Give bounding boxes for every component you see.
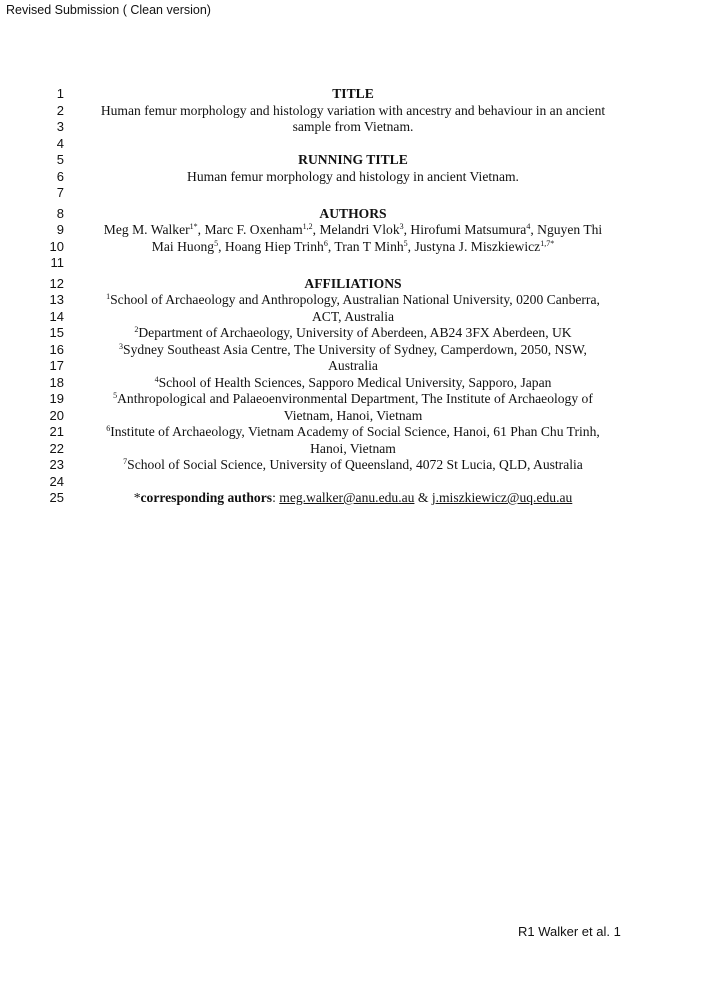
- author-affiliation-marker: 1,7*: [540, 238, 555, 248]
- title-page-body: [0, 86, 707, 507]
- corresponding-label: corresponding authors: [140, 490, 273, 505]
- corresponding-colon: :: [272, 490, 280, 505]
- author-name: Mai Huong: [151, 238, 215, 254]
- line-number: 20: [49, 407, 64, 423]
- author-separator: ,: [197, 222, 205, 237]
- email-link-miszkiewicz[interactable]: j.miszkiewicz@uq.edu.au: [431, 490, 573, 505]
- line-number: 16: [49, 341, 64, 357]
- affiliation-marker: 5: [113, 391, 118, 400]
- author-affiliation-marker: 1,2: [302, 222, 313, 231]
- line: [0, 408, 707, 425]
- line-number: 9: [56, 222, 64, 237]
- line-number: 23: [49, 457, 64, 472]
- affiliation-2: [82, 325, 624, 342]
- line: [0, 119, 707, 136]
- document-header: Revised Submission ( Clean version): [6, 3, 211, 17]
- affiliation-3: [82, 342, 624, 359]
- line: [0, 169, 707, 186]
- affiliation-text: Sydney Southeast Asia Centre, The University of Sydney, Camperdown, 2050, NSW,: [123, 341, 587, 357]
- line-number: 2: [56, 102, 64, 118]
- affiliation-7: [82, 457, 624, 474]
- line-number: 7: [56, 185, 64, 200]
- author-separator: ,: [312, 222, 320, 237]
- title-text-line-1: Human femur morphology and histology variation with ancestry and behaviour in an ancient: [100, 102, 606, 118]
- line: [0, 325, 707, 342]
- line-number: 5: [56, 152, 64, 167]
- author-name: Marc F. Oxenham: [204, 222, 303, 237]
- line-number: 8: [56, 205, 64, 221]
- authors-line-2: [82, 239, 624, 256]
- affiliation-text: Department of Archaeology, University of Aberdeen, AB24 3FX Aberdeen, UK: [138, 325, 572, 340]
- author-separator: ,: [530, 222, 538, 237]
- line-number: 18: [49, 374, 64, 390]
- title-text-line-2: sample from Vietnam.: [292, 119, 414, 134]
- page-footer: R1 Walker et al. 1: [518, 924, 621, 939]
- affiliation-marker: 7: [123, 457, 128, 466]
- affiliation-text: Institute of Archaeology, Vietnam Academy of Social Science, Hanoi, 61 Phan Chu Trinh,: [110, 424, 600, 439]
- line-number: 24: [49, 473, 64, 489]
- affiliation-3-cont: Australia: [328, 358, 378, 373]
- author-separator: ,: [327, 238, 335, 254]
- line-number: 6: [56, 168, 64, 184]
- line-number: 22: [49, 440, 64, 456]
- authors-line-1: [82, 222, 624, 239]
- line: [0, 457, 707, 474]
- line: [0, 309, 707, 326]
- line: [0, 152, 707, 169]
- author-name: Nguyen Thi: [537, 222, 603, 237]
- affiliation-marker: 4: [154, 374, 159, 384]
- line-number: 14: [49, 308, 64, 324]
- line: [0, 255, 707, 272]
- title-heading: TITLE: [332, 86, 374, 101]
- author-name: Melandri Vlok: [319, 222, 400, 237]
- email-separator: &: [414, 490, 432, 505]
- line: [0, 222, 707, 239]
- line-number: 3: [56, 119, 64, 134]
- author-affiliation-marker: 6: [323, 238, 328, 248]
- running-title-text: Human femur morphology and histology in ancient Vietnam.: [187, 168, 519, 184]
- line: [0, 292, 707, 309]
- line: [0, 474, 707, 491]
- author-affiliation-marker: 5: [214, 238, 219, 248]
- line: [0, 239, 707, 256]
- line-number: 1: [56, 86, 64, 101]
- author-affiliation-marker: 5: [403, 238, 408, 248]
- email-link-walker[interactable]: meg.walker@anu.edu.au: [279, 490, 415, 505]
- line: [0, 391, 707, 408]
- author-separator: ,: [218, 238, 225, 254]
- affiliation-1: [82, 292, 624, 309]
- affiliation-1-cont: ACT, Australia: [311, 308, 395, 324]
- line: [0, 358, 707, 375]
- line: [0, 103, 707, 120]
- line: [0, 490, 707, 507]
- affiliation-marker: 2: [134, 325, 139, 334]
- line: [0, 136, 707, 153]
- author-affiliation-marker: 1*: [189, 222, 198, 231]
- affiliation-text: School of Health Sciences, Sapporo Medical University, Sapporo, Japan: [158, 374, 552, 390]
- affiliation-marker: 1: [106, 292, 111, 301]
- affiliation-4: [82, 375, 624, 392]
- author-name: Meg M. Walker: [103, 222, 190, 237]
- author-name: Justyna J. Miszkiewicz: [414, 238, 541, 254]
- line: [0, 185, 707, 202]
- affiliation-5-cont: Vietnam, Hanoi, Vietnam: [283, 407, 423, 423]
- author-affiliation-marker: 4: [526, 222, 531, 231]
- author-affiliation-marker: 3: [399, 222, 404, 231]
- author-separator: ,: [407, 238, 415, 254]
- line: [0, 424, 707, 441]
- line-number: 10: [49, 238, 64, 254]
- corresponding-prefix: *: [133, 490, 141, 505]
- line: [0, 86, 707, 103]
- line-number: 19: [49, 391, 64, 406]
- line: [0, 375, 707, 392]
- line-number: 11: [50, 255, 64, 270]
- corresponding-authors: [82, 490, 624, 507]
- author-separator: ,: [403, 222, 411, 237]
- affiliation-6-cont: Hanoi, Vietnam: [310, 440, 396, 456]
- line: [0, 441, 707, 458]
- affiliation-marker: 3: [119, 341, 124, 351]
- line-number: 12: [49, 275, 64, 291]
- affiliation-5: [82, 391, 624, 408]
- line-number: 21: [49, 424, 64, 439]
- authors-heading: AUTHORS: [319, 205, 387, 221]
- affiliation-text: School of Social Science, University of Queensland, 4072 St Lucia, QLD, Australia: [127, 457, 583, 472]
- affiliations-heading: AFFILIATIONS: [304, 275, 402, 291]
- affiliation-text: School of Archaeology and Anthropology, Australian National University, 0200 Canberra,: [110, 292, 600, 307]
- line-number: 17: [49, 358, 64, 373]
- line-number: 13: [49, 292, 64, 307]
- line-number: 15: [49, 325, 64, 340]
- affiliation-marker: 6: [106, 424, 111, 433]
- author-name: Tran T Minh: [334, 238, 404, 254]
- line: [0, 276, 707, 293]
- affiliation-text: Anthropological and Palaeoenvironmental Department, The Institute of Archaeology of: [117, 391, 593, 406]
- line: [0, 206, 707, 223]
- line-number: 25: [49, 490, 64, 505]
- author-name: Hoang Hiep Trinh: [224, 238, 324, 254]
- line: [0, 342, 707, 359]
- affiliation-6: [82, 424, 624, 441]
- line-number: 4: [56, 135, 64, 151]
- running-title-heading: RUNNING TITLE: [298, 152, 408, 167]
- author-name: Hirofumi Matsumura: [410, 222, 527, 237]
